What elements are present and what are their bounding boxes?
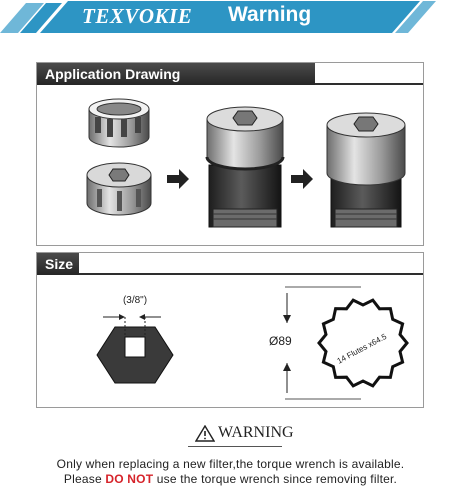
arrow-right-icon: [291, 169, 313, 189]
warning-line-2-end: use the torque wrench since removing filter.: [156, 472, 398, 486]
size-panel: [36, 252, 424, 408]
brand-name: TEXVOKIE: [82, 4, 193, 28]
size-drawing: [37, 275, 423, 407]
warning-heading: [195, 422, 294, 444]
assembled-filter-illustration: [327, 113, 405, 227]
square-drive-label: (3/8"): [122, 295, 148, 306]
application-drawing-panel: [36, 62, 424, 246]
panel-heading: Application Drawing: [37, 63, 315, 85]
arrow-right-icon: [167, 169, 189, 189]
adapter-ring-illustration: [89, 99, 149, 147]
panel-heading: Size: [37, 253, 79, 275]
warning-line-1: Only when replacing a new filter,the torque wrench is available.: [56, 457, 405, 471]
fluted-socket-diagram: [269, 287, 407, 399]
warning-triangle-icon: [195, 425, 215, 442]
header-banner: [0, 0, 461, 36]
warning-line-2: [0, 472, 461, 486]
wrench-on-filter-illustration: [207, 107, 283, 227]
warning-emphasis: DO NOT: [105, 472, 154, 486]
banner-title: Warning: [228, 3, 312, 26]
warning-line-2-start: Please: [63, 472, 102, 486]
diameter-label: Ø89: [269, 334, 292, 348]
cap-wrench-illustration: [87, 163, 151, 215]
flutes-label: 14 Flutes x64.5: [335, 331, 389, 366]
warning-heading-rule: [188, 446, 282, 447]
application-drawing: [37, 85, 423, 245]
hex-square-drive-diagram: [97, 295, 173, 383]
warning-heading-text: WARNING: [218, 424, 294, 441]
